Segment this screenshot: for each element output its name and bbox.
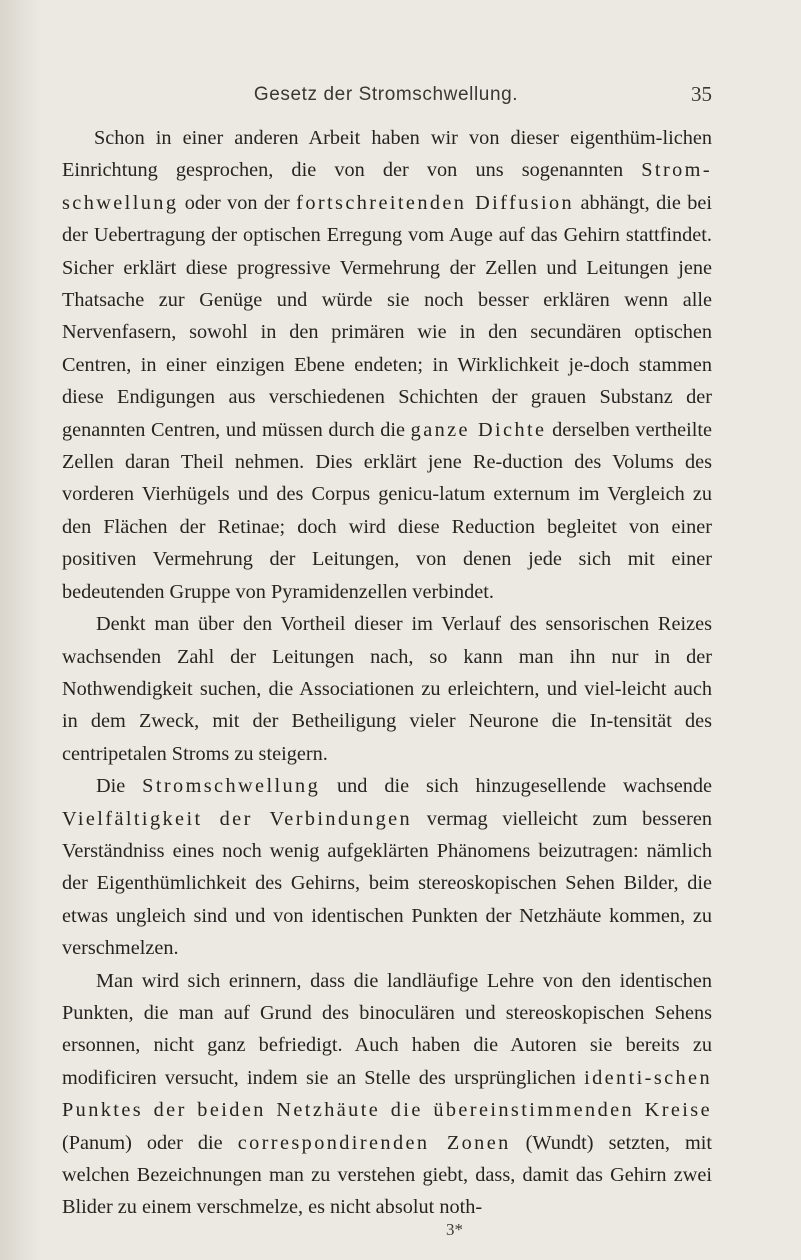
paragraph-3 — [62, 770, 712, 964]
emphasized-term: correspondirenden Zonen — [237, 1131, 511, 1154]
text-run: (Wundt) setzten, mit welchen Bezeichnungen man zu verstehen giebt, dass, damit das Gehirn zwei Blider zu einem verschmelze, es nicht absolut noth- — [62, 1131, 713, 1219]
text-run: Man wird sich erinnern, dass die landläufige Lehre von den identischen Punkten, die man auf Grund des binoculären und stereoskopischen Sehens ersonnen, nicht ganz befriedigt. Auch haben die Autoren sie bereits zu modificiren versucht, indem sie an Stelle des ursprünglichen — [62, 969, 712, 1089]
paragraph-2 — [62, 608, 712, 770]
text-run: Die — [96, 775, 143, 798]
body-text — [62, 122, 712, 1224]
text-run: Schon in einer anderen Arbeit haben wir von dieser eigenthüm-lichen Einrichtung gesprochen, die von der von uns sogenannten — [62, 127, 712, 182]
page-header — [60, 80, 712, 110]
text-run: (Panum) oder die — [62, 1131, 238, 1154]
emphasized-term: ganze Dichte — [410, 418, 547, 441]
page-edge-shadow — [0, 0, 40, 1260]
emphasized-term: Stromschwellung — [142, 775, 321, 798]
paragraph-1 — [62, 122, 712, 608]
emphasized-term: Strom-schwellung — [62, 159, 712, 214]
emphasized-term: fortschreitenden Diffusion — [296, 191, 575, 214]
paragraph-4 — [62, 965, 712, 1224]
text-run: oder von der — [178, 191, 297, 214]
running-title: Gesetz der Stromschwellung. — [253, 84, 519, 105]
text-run: Denkt man über den Vortheil dieser im Verlauf des sensorischen Reizes wachsenden Zahl der Leitungen nach, so kann man ihn nur in der Nothwendigkeit suchen, die Associationen zu erleichtern, und viel-leicht auch in dem Zweck, mit der Betheiligung vieler Neurone die In-tensität des centripetalen Stroms zu steigern. — [62, 613, 712, 765]
page-number: 35 — [691, 82, 712, 106]
text-run: derselben vertheilte Zellen daran Theil nehmen. Dies erklärt jene Re-duction des Volums des vorderen Vierhügels und des Corpus genicu-latum externum im Vergleich zu den Flächen der Retinae; doch wird diese Reduction begleitet von einer positiven Vermehrung der Leitungen, von denen jede sich mit einer bedeutenden Gruppe von Pyramidenzellen verbindet. — [62, 418, 713, 603]
text-run: abhängt, die bei der Uebertragung der optischen Erregung vom Auge auf das Gehirn stattfindet. Sicher erklärt diese progressive Vermehrung der Zellen und Leitungen jene Thatsache zur Genüge und würde sie noch besser erklären wenn alle Nervenfasern, sowohl in den primären wie in den secundären optischen Centren, in einer einzigen Ebene endeten; in Wirklichkeit je-doch stammen diese Endigungen aus verschiedenen Schichten der grauen Substanz der genannten Centren, und müssen durch die — [62, 191, 712, 441]
text-run: vermag vielleicht zum besseren Verständniss eines noch wenig aufgeklärten Phänomens beizutragen: nämlich der Eigenthümlichkeit des Gehirns, beim stereoskopischen Sehen Bilder, die etwas ungleich sind und von identischen Punkten der Netzhäute kommen, zu verschmelzen. — [62, 807, 712, 960]
emphasized-term: identi-schen Punktes der beiden Netzhäute die übereinstimmenden Kreise — [62, 1066, 712, 1122]
text-run: und die sich hinzugesellende wachsende — [320, 775, 713, 798]
emphasized-term: Vielfältigkeit der Verbindungen — [62, 807, 413, 830]
signature-mark: 3* — [446, 1220, 463, 1239]
